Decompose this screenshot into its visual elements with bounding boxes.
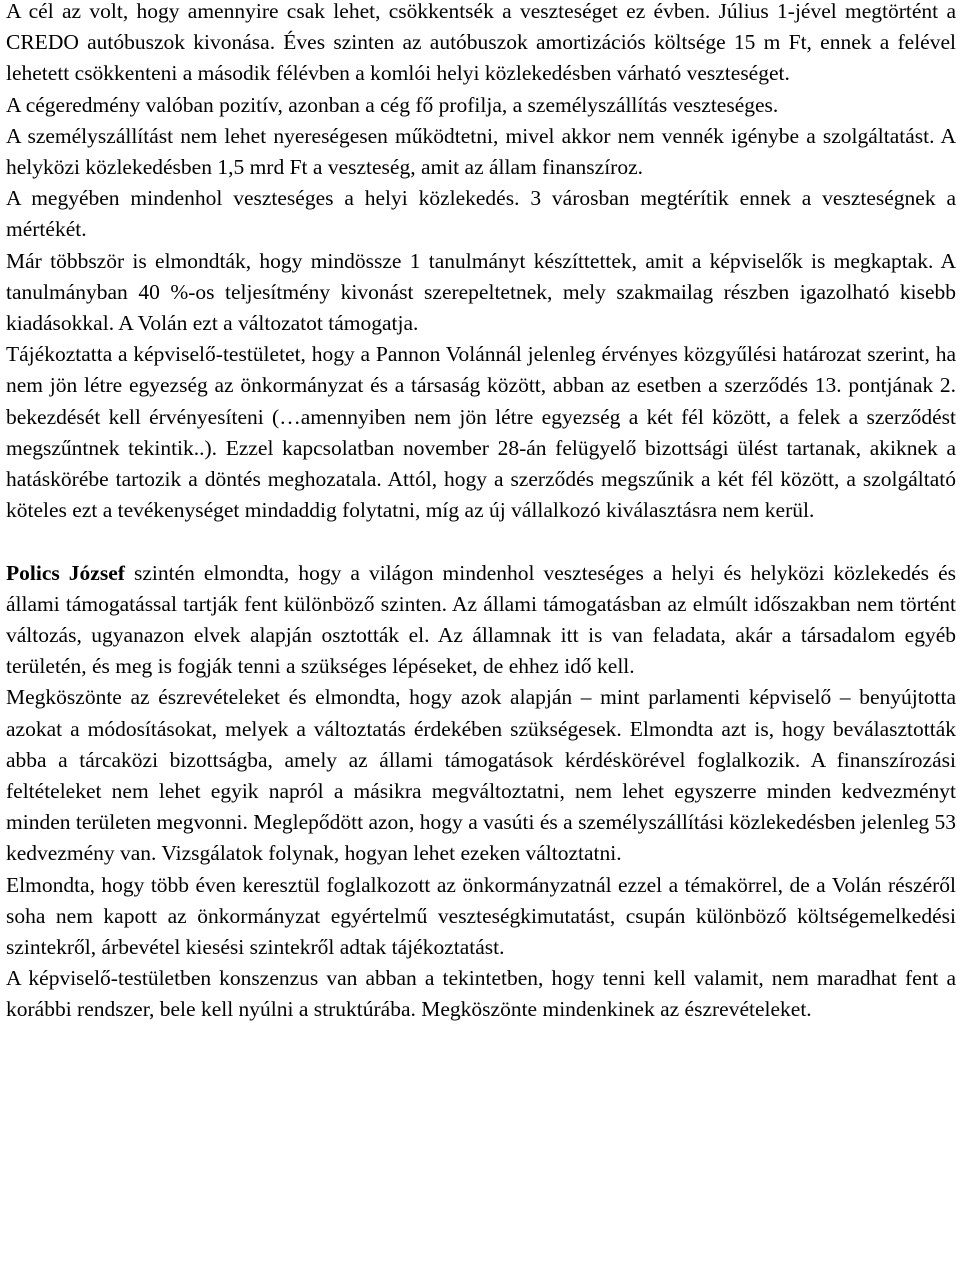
paragraph: Már többször is elmondták, hogy mindössze 1 tanulmányt készíttettek, amit a képviselők is megkaptak. A tanulmányban 40 %-os teljesítmény kivonást szerepeltetnek, mely szakmailag részben igazolható kisebb kiadásokkal. A Volán ezt a változatot támogatja. (6, 248, 956, 336)
speaker-paragraph-text: szintén elmondta, hogy a világon mindenhol veszteséges a helyi és helyközi közlekedés és állami támogatással tartják fent különböző szinten. Az állami támogatásban az elmúlt időszakban nem történt változás, ugyanazon elvek alapján osztották el. Az államnak itt is van feladata, akár a társadalom egyéb területén, és meg is fogják tenni a szükséges lépéseket, de ehhez idő kell. (6, 560, 956, 679)
paragraph: Elmondta, hogy több éven keresztül foglalkozott az önkormányzatnál ezzel a témakörrel, de a Volán részéről soha nem kapott az önkormányzat egyértelmű veszteségkimutatást, csupán különböző költségemelkedési szintekről, árbevétel kiesési szintekről adtak tájékoztatást. (6, 872, 956, 960)
paragraph: A személyszállítást nem lehet nyereségesen működtetni, mivel akkor nem vennék igénybe a szolgáltatást. A helyközi közlekedésben 1,5 mrd Ft a veszteség, amit az állam finanszíroz. (6, 123, 956, 180)
paragraph: A cél az volt, hogy amennyire csak lehet, csökkentsék a veszteséget ez évben. Július 1-jével megtörtént a CREDO autóbuszok kivonása. Éves szinten az autóbuszok amortizációs költsége 15 m Ft, ennek a felével lehetett csökkenteni a második félévben a komlói helyi közlekedésben várható veszteséget. (6, 0, 956, 86)
speaker-name: Polics József (6, 560, 125, 585)
document-page (6, 0, 956, 1026)
paragraph-gap (6, 526, 956, 557)
paragraph: Tájékoztatta a képviselő-testületet, hogy a Pannon Volánnál jelenleg érvényes közgyűlési határozat szerint, ha nem jön létre egyezség az önkormányzat és a társaság között, abban az esetben a szerződés 13. pontjának 2. bekezdését kell érvényesíteni (…amennyiben nem jön létre egyezség a két fél között, a felek a szerződést megszűntnek tekintik..). Ezzel kapcsolatban november 28-án felügyelő bizottsági ülést tartanak, akiknek a hatáskörébe tartozik a döntés meghozatala. Attól, hogy a szerződés megszűnik a két fél között, a szolgáltató köteles ezt a tevékenységet mindaddig folytatni, míg az új vállalkozó kiválasztásra nem kerül. (6, 342, 956, 523)
paragraph: A megyében mindenhol veszteséges a helyi közlekedés. 3 városban megtérítik ennek a veszteségnek a mértékét. (6, 186, 956, 242)
paragraph: A cégeredmény valóban pozitív, azonban a cég fő profilja, a személyszállítás veszteséges. (6, 92, 779, 117)
paragraph: A képviselő-testületben konszenzus van abban a tekintetben, hogy tenni kell valamit, nem maradhat fent a korábbi rendszer, bele kell nyúlni a struktúrába. Megköszönte mindenkinek az észrevételeket. (6, 966, 956, 1022)
speaker-paragraph (6, 558, 956, 683)
paragraph: Megköszönte az észrevételeket és elmondta, hogy azok alapján – mint parlamenti képviselő – benyújtotta azokat a módosításokat, melyek a változtatás érdekében szükségesek. Elmondta azt is, hogy beválasztották abba a tárcaközi bizottságba, amely az állami támogatások kérdéskörével foglalkozik. A finanszírozási feltételeket nem lehet egyik napról a másikra megváltoztatni, nem lehet egyszerre minden kedvezményt minden területen megvonni. Meglepődött azon, hogy a vasúti és a személyszállítási közlekedésben jelenleg 53 kedvezmény van. Vizsgálatok folynak, hogyan lehet ezeken változtatni. (6, 685, 956, 866)
